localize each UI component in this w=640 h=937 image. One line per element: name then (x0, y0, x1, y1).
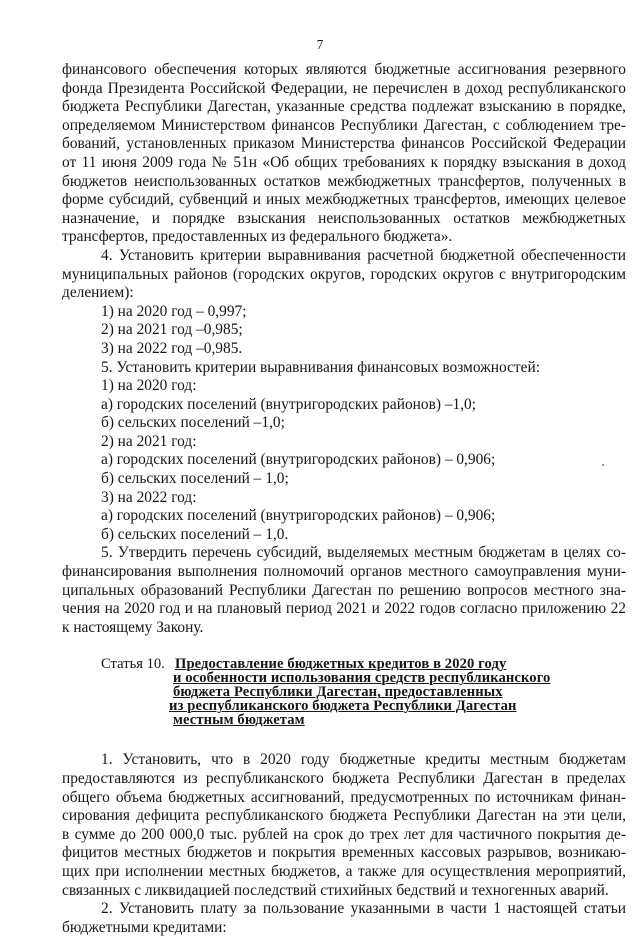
text-line: 1) на 2020 год – 0,997; (101, 302, 247, 320)
text-line: к настоящему Закону. (62, 618, 204, 636)
text-line: 2) на 2021 год –0,985; (101, 321, 243, 339)
text-line: б) сельских поселений –1,0; (101, 414, 285, 432)
article-title-line: местным бюджетам (173, 712, 305, 729)
paragraph (62, 489, 626, 508)
paragraph (62, 470, 626, 489)
article-title-line: бюджета Республики Дагестан, предоставленных (173, 684, 503, 701)
text-line: бований, установленных приказом Министерства финансов Российской Федерации (62, 135, 626, 153)
paragraph (62, 414, 626, 433)
text-line: щих при исполнении местных бюджетов, а также для осуществления мероприятий, (62, 862, 626, 880)
text-line: бюджетов неиспользованных остатков межбюджетных трансфертов, полученных в (62, 172, 626, 190)
text-line: бюджетными кредитами: (62, 918, 227, 936)
text-line: 3) на 2022 год –0,985. (101, 339, 243, 357)
paragraph (62, 751, 626, 900)
paragraph (62, 451, 626, 470)
text-line: 5. Установить критерии выравнивания финансовых возможностей: (101, 358, 540, 376)
text-line: фицитов местных бюджетов и покрытия временных кассовых разрывов, возникаю- (62, 844, 626, 862)
text-line: назначение, и порядке взыскания неиспользованных остатков межбюджетных (62, 209, 626, 227)
text-line: муниципальных районов (городских округов, городских округов с внутригородским (62, 265, 626, 283)
paragraph (62, 900, 626, 937)
text-line: трансфертов, предоставленных из федерального бюджета». (62, 228, 453, 246)
paragraph (62, 340, 626, 359)
document-body (62, 61, 626, 937)
text-line: связанных с ликвидацией последствий стихийных бедствий и техногенных аварий. (62, 881, 609, 899)
paragraph (62, 433, 626, 452)
paragraph (62, 61, 626, 247)
text-line: а) городских поселений (внутригородских районов) – 0,906; (101, 451, 496, 469)
text-line: 2. Установить плату за пользование указанными в части 1 настоящей статьи (101, 900, 626, 918)
text-line: б) сельских поселений – 1,0; (101, 470, 289, 488)
text-line: от 11 июня 2009 года № 51н «Об общих требованиях к порядку взыскания в доход (62, 153, 626, 171)
text-line: форме субсидий, субвенций и иных межбюджетных трансфертов, имеющих целевое (62, 191, 626, 209)
text-line: фонда Президента Российской Федерации, не перечислен в доход республиканского (62, 79, 626, 97)
paragraphs-after-article (62, 751, 626, 937)
paragraph (62, 526, 626, 545)
text-line: а) городских поселений (внутригородских районов) – 0,906; (101, 507, 496, 525)
text-line: бюджета Республики Дагестан, указанные средства подлежат взысканию в порядке, (62, 98, 626, 116)
article-label: Статья 10. (101, 656, 165, 673)
text-line: определяемом Министерством финансов Республики Дагестан, с соблюдением тре- (62, 116, 626, 134)
text-line: 2) на 2021 год: (101, 432, 197, 450)
text-line: 3) на 2022 год: (101, 488, 197, 506)
text-line: 4. Установить критерии выравнивания расчетной бюджетной обеспеченности (101, 246, 626, 264)
paragraph (62, 321, 626, 340)
text-line: общего объема бюджетных ассигнований, предусмотренных по источникам финан- (62, 788, 626, 806)
text-line: ципальных образований Республики Дагестан по решению вопросов местного зна- (62, 581, 626, 599)
text-line: 1) на 2020 год: (101, 377, 197, 395)
page-number: 7 (316, 37, 324, 52)
article-title-line: из республиканского бюджета Республики Дагестан (169, 698, 517, 715)
article-title-line: Предоставление бюджетных кредитов в 2020 году (175, 656, 507, 673)
paragraph (62, 247, 626, 303)
article-title-line: и особенности использования средств республиканского (173, 670, 551, 687)
paragraph (62, 303, 626, 322)
text-line: чения на 2020 год и на плановый период 2021 и 2022 годов согласно приложению 22 (62, 600, 626, 618)
text-line: финансового обеспечения которых являются бюджетные ассигнования резервного (62, 61, 626, 78)
text-line: в сумме до 200 000,0 тыс. рублей на срок до трех лет для частичного покрытия де- (62, 825, 626, 843)
text-line: 1. Установить, что в 2020 году бюджетные кредиты местным бюджетам (101, 751, 626, 769)
paragraph (62, 377, 626, 396)
article-heading (62, 657, 626, 727)
scan-speck (602, 464, 604, 466)
paragraphs-before-article (62, 61, 626, 637)
text-line: предоставляются из республиканского бюджета Республики Дагестан в пределах (62, 770, 626, 787)
paragraph (62, 359, 626, 378)
text-line: б) сельских поселений – 1,0. (101, 525, 289, 543)
text-line: 5. Утвердить перечень субсидий, выделяемых местным бюджетам в целях со- (101, 544, 626, 562)
article-title (169, 656, 626, 729)
paragraph (62, 544, 626, 637)
text-line: а) городских поселений (внутригородских районов) –1,0; (101, 395, 477, 413)
text-line: делением): (62, 284, 134, 302)
paragraph (62, 507, 626, 526)
paragraph (62, 396, 626, 415)
text-line: финансирования выполнения полномочий органов местного самоуправления муни- (62, 563, 626, 581)
text-line: сирования дефицита республиканского бюджета Республики Дагестан на эти цели, (62, 807, 626, 825)
